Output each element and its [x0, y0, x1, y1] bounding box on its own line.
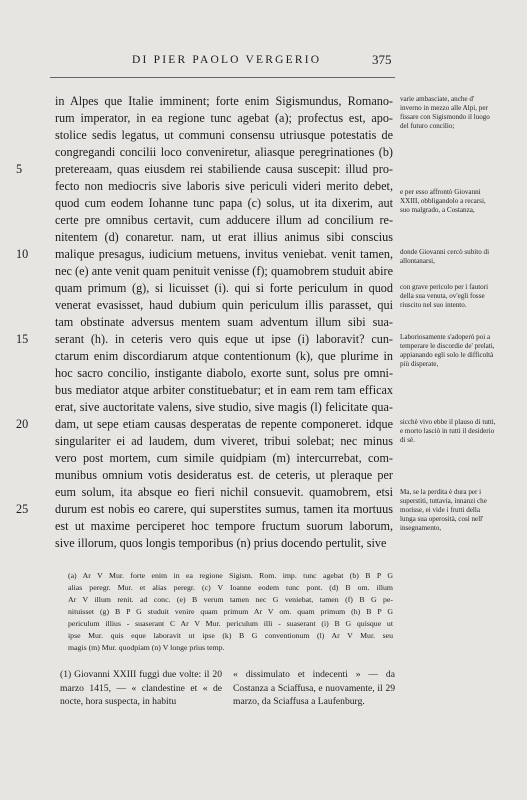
running-header: [0, 52, 527, 72]
text-line: quod cum eodem Iohanne tunc papa (c) solus, ut ita dixerim, aut: [55, 196, 393, 210]
running-title: DI PIER PAOLO VERGERIO: [132, 54, 322, 66]
apparatus-line: nituisset (g) B P G studuit venire quam primum Ar V om. quam primum (h) B P G: [68, 607, 393, 616]
text-line: certe pre omnibus certavit, cum adducere illum ad concilium re-: [55, 213, 393, 227]
text-line: est ut maxime perciperet hoc tempore fructum suorum laborum,: [55, 519, 393, 533]
margin-note: con grave pericolo per i fautori della sua venuta, ov'egli fosse riuscito nel suo intento.: [400, 283, 489, 309]
text-line: malique presagus, iudicium metuens, invitus veniebat. venit tamen,: [55, 247, 393, 261]
text-line: congregandi concilii loco conveniretur, aliasque peregrinationes (b): [55, 145, 393, 159]
text-line: bus mediator atque arbiter constituebatur; et in eam rem tam efficax: [55, 383, 393, 397]
text-line: durum est nobis eo carere, qui superstites sumus, tamen ita mortuus: [55, 502, 393, 516]
apparatus-line: periculum illius - suaserant C Ar V Mur. periculum illi - suaserant (i) B G quisque ut: [68, 619, 393, 628]
apparatus-line: magis (m) Mur. quodpiam (n) V longe prius temp.: [68, 643, 225, 652]
line-number: 25: [16, 502, 29, 516]
text-line: sive illorum, quos longis temporibus (n) prius docendo pertulit, sive: [55, 536, 387, 550]
text-line: venerat evasisset, haud dubium quin periculum illis parasset, qui: [55, 298, 393, 312]
text-line: pretereaam, quas eiusdem rei stabiliende causa suscepit: illud pro-: [55, 162, 393, 176]
text-line: quam primum (g), si licuisset (i). qui si forte periculum in quod: [55, 281, 393, 295]
text-line: ctarum enim discordiarum atque contentionum (k), que plurime in: [55, 349, 393, 363]
margin-note: e per esso affrontò Giovanni XXIII, obbligandolo a recarsi, suo malgrado, a Costanza,: [400, 188, 486, 214]
text-line: in Alpes que Italie imminent; forte enim Sigismundus, Romano-: [55, 94, 393, 108]
margin-note: donde Giovanni cercò subito di allontanarsi,: [400, 248, 490, 265]
footnote-right-column: « dissimulato et indecenti » — da Costanza a Sciaffusa, e nuovamente, il 29 marzo, da Sciaffusa a Laufenburg.: [233, 669, 395, 707]
text-line: vero post mortem, cum simile quidpiam (m) intercurrebat, com-: [55, 451, 393, 465]
margin-note: Ma, se la perdita è dura per i superstiti, tuttavia, innanzi che morisse, ei vide i frutti della lunga sua operosità, così nell' insegnamento,: [400, 488, 487, 532]
text-line: erat, sive auctoritate valens, sive studio, sive magis (l) felicitate qua-: [55, 400, 393, 414]
line-number: 20: [16, 417, 29, 431]
text-line: nitentem (d) conaretur. nam, ut erat illius animus sibi conscius: [55, 230, 393, 244]
text-line: tam obstinate adversus mentem suam adventum illum sibi sua-: [55, 315, 393, 329]
text-line: munibus omnium votis desideratus est. de ceteris, ut pleraque per: [55, 468, 393, 482]
header-rule: [50, 77, 395, 78]
margin-note: Laboriosamente s'adoperò poi a temperare le discordie de' prelati, appianando egli solo le difficoltà più disperate,: [400, 333, 495, 368]
margin-note: sicchè vivo ebbe il plauso di tutti, e morto lasciò in tutti il desiderio di sè.: [400, 418, 496, 444]
text-line: nec (e) ante venit quam penituit venisse (f); quamobrem studuit abire: [55, 264, 393, 278]
text-line: stolice sedis legatus, ut communi consensu utriusque potestatis de: [55, 128, 393, 142]
line-number: 10: [16, 247, 29, 261]
text-line: dam, ut sepe etiam causas desperatas de repente componeret. idque: [55, 417, 393, 431]
footnote-left-column: (1) Giovanni XXIII fuggì due volte: il 20 marzo 1415, — « clandestine et « de nocte, hora suspecta, in habitu: [60, 669, 222, 707]
text-line: rum imperator, in ea regione tunc agebat (a); profectus est, apo-: [55, 111, 393, 125]
text-line: eum solum, ita absque eo fieri nichil consuevit. quamobrem, etsi: [55, 485, 393, 499]
line-number: 5: [16, 162, 23, 176]
text-line: fecto non mediocris sive laboris sive periculi videri merito debet,: [55, 179, 393, 193]
text-line: serant (h). in ceteris vero quis eque ut ipse (i) laboravit? cun-: [55, 332, 393, 346]
apparatus-line: alias peregr. Mur. et alias peregr. (c) V Ioanne eodem tunc pont. (d) B om. illum: [68, 583, 393, 592]
text-line: hoc sacro concilio, instigante diabolo, exorte sunt, solus pre omni-: [55, 366, 393, 380]
margin-note: varie ambasciate, anche d' inverno in mezzo alle Alpi, per fissare con Sigismondo il luogo del futuro concilio;: [400, 95, 490, 130]
text-line: singulariter ei ad laudem, dum viveret, tribui solebat; nec minus: [55, 434, 393, 448]
apparatus-line: Ar V illum renit. ad conc. (e) B verum tamen nec G veniebat, tamen (f) B G pe-: [68, 595, 393, 604]
line-number: 15: [16, 332, 29, 346]
apparatus-line: ipse Mur. quis eque laboravit ut ipse (k) B G conventionum (l) Ar V Mur. seu: [68, 631, 393, 640]
page-number: 375: [372, 52, 392, 67]
apparatus-line: (a) Ar V Mur. forte enim in ea regione Sigism. Rom. imp. tunc agebat (b) B P G: [68, 571, 393, 580]
